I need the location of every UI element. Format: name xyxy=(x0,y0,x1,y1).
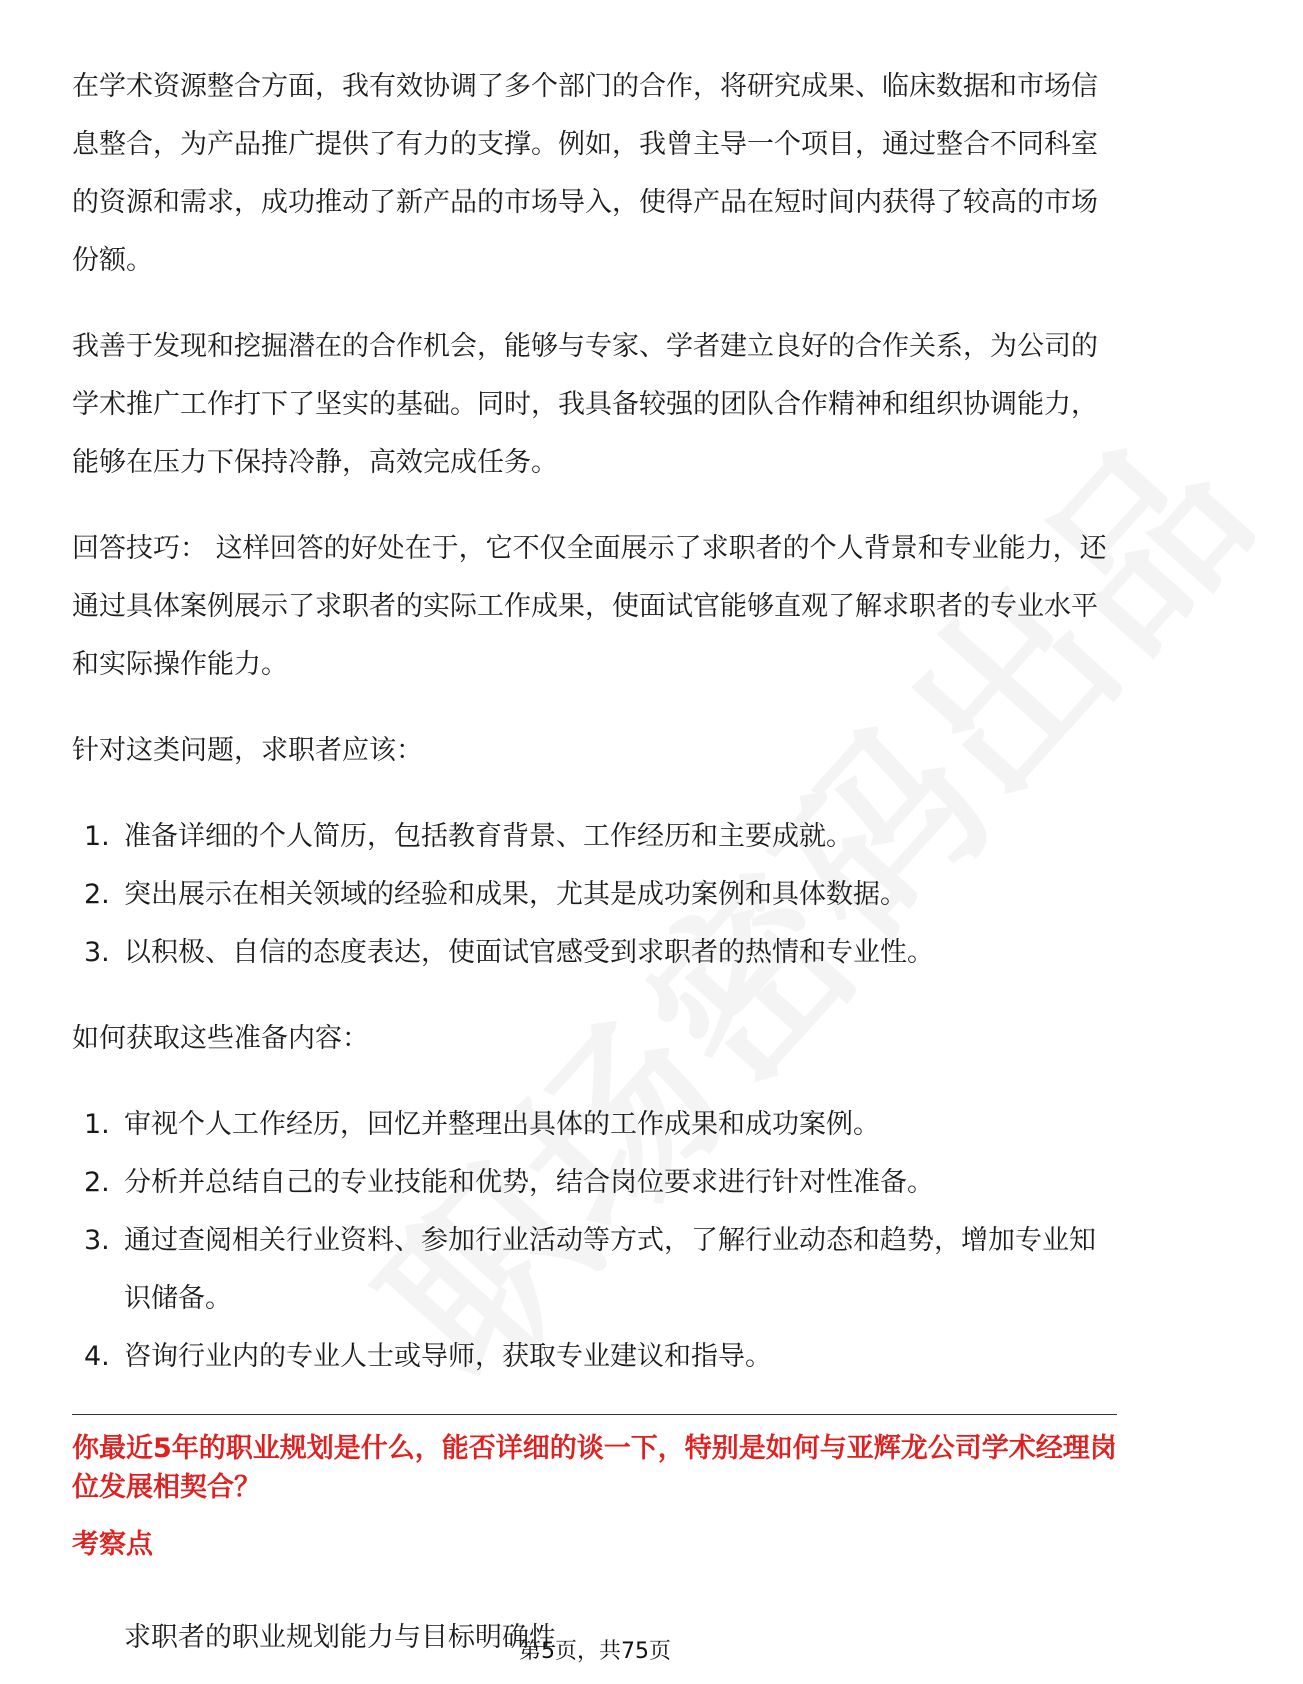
list-item-text: 审视个人工作经历，回忆并整理出具体的工作成果和成功案例。 xyxy=(124,1109,880,1140)
list-item-number: 3. xyxy=(84,937,110,968)
list-obtain-content xyxy=(72,1096,1117,1386)
list-preparation-steps xyxy=(72,808,1117,982)
list-item-number: 2. xyxy=(84,879,110,910)
list-item-text: 通过查阅相关行业资料、参加行业活动等方式，了解行业动态和趋势，增加专业知识储备。 xyxy=(124,1225,1096,1314)
list-item xyxy=(72,1328,1117,1386)
paragraph-answer-tips: 回答技巧： 这样回答的好处在于，它不仅全面展示了求职者的个人背景和专业能力，还通过具体案例展示了求职者的实际工作成果，使面试官能够直观了解求职者的专业水平和实际操作能力。 xyxy=(72,533,1107,680)
list-item xyxy=(72,924,1117,982)
list-item xyxy=(72,808,1117,866)
document-body xyxy=(72,58,1117,1565)
list-item-text: 准备详细的个人简历，包括教育背景、工作经历和主要成就。 xyxy=(124,821,853,852)
list2-intro: 如何获取这些准备内容： xyxy=(72,1023,369,1054)
interview-question-heading: 你最近5年的职业规划是什么，能否详细的谈一下，特别是如何与亚辉龙公司学术经理岗位发展相契合？ xyxy=(72,1433,1117,1503)
list-item-text: 咨询行业内的专业人士或导师，获取专业建议和指导。 xyxy=(124,1341,772,1372)
list-item-number: 4. xyxy=(84,1341,110,1372)
list-item-number: 3. xyxy=(84,1225,110,1256)
list-item xyxy=(72,1212,1117,1328)
list-item xyxy=(72,1096,1117,1154)
list-item-number: 1. xyxy=(84,1109,110,1140)
list-item-text: 分析并总结自己的专业技能和优势，结合岗位要求进行针对性准备。 xyxy=(124,1167,934,1198)
list-item xyxy=(72,866,1117,924)
paragraph-collaboration: 我善于发现和挖掘潜在的合作机会，能够与专家、学者建立良好的合作关系，为公司的学术推广工作打下了坚实的基础。同时，我具备较强的团队合作精神和组织协调能力，能够在压力下保持冷静，高效完成任务。 xyxy=(72,331,1098,478)
assessment-points-heading: 考察点 xyxy=(72,1529,153,1560)
list1-intro: 针对这类问题，求职者应该： xyxy=(72,735,423,766)
list-item-number: 2. xyxy=(84,1167,110,1198)
list-item-text: 突出展示在相关领域的经验和成果，尤其是成功案例和具体数据。 xyxy=(124,879,907,910)
paragraph-academic-resources: 在学术资源整合方面，我有效协调了多个部门的合作，将研究成果、临床数据和市场信息整合，为产品推广提供了有力的支撑。例如，我曾主导一个项目，通过整合不同科室的资源和需求，成功推动了新产品的市场导入，使得产品在短时间内获得了较高的市场份额。 xyxy=(72,71,1098,276)
page-number-footer: 第5页，共75页 xyxy=(519,1639,671,1664)
list-item-number: 1. xyxy=(84,821,110,852)
cutoff-text: 求职者的职业规划能力与目标明确性 xyxy=(124,1622,556,1653)
list-item-text: 以积极、自信的态度表达，使面试官感受到求职者的热情和专业性。 xyxy=(124,937,934,968)
list-item xyxy=(72,1154,1117,1212)
section-divider xyxy=(72,1414,1117,1415)
